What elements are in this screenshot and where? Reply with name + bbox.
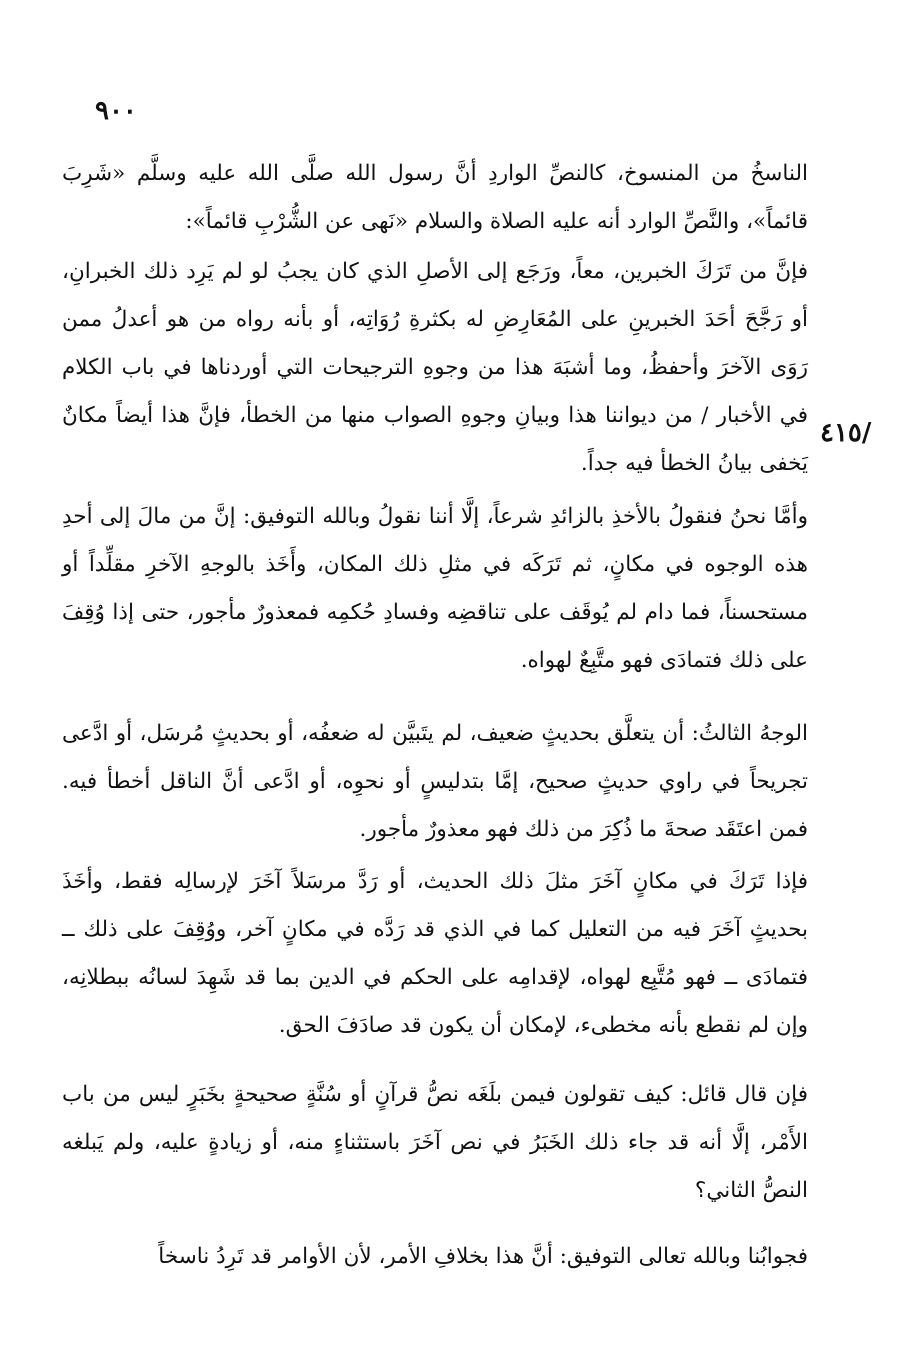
paragraph-text: الوجهُ الثالثُ: أن يتعلَّق بحديثٍ ضعيف، لم يتَبيَّن له ضعفُه، أو بحديثٍ مُرسَل، أو ادَّعى تجريحاً في راوي حديثٍ صحيح، إمَّا بتدليسٍ أو نحوِه، أو ادَّعى أنَّ الناقل أخطأ فيه. فمن اعتَقَد صحةَ ما ذُكِرَ من ذلك فهو معذورٌ مأجور. (62, 721, 808, 842)
paragraph (62, 1071, 808, 1215)
paragraph (62, 1233, 808, 1281)
paragraph-text: وأمَّا نحنُ فنقولُ بالأخذِ بالزائدِ شرعاً، إلَّا أننا نقولُ وبالله التوفيق: إنَّ من مالَ إلى أحدِ هذه الوجوه في مكانٍ، ثم تَرَكَه في مثلِ ذلك المكان، وأَخَذ بالوجهِ الآخرِ مقلِّداً أو مستحسناً، فما دام لم يُوقَف على تناقضِه وفسادِ حُكمِه فمعذورٌ مأجور، حتى إذا وُقِفَ على ذلك فتمادَى فهو متَّبِعٌ لهواه. (62, 504, 808, 673)
paragraph-text: فجوابُنا وبالله تعالى التوفيق: أنَّ هذا بخلافِ الأمر، لأن الأوامر قد تَرِدُ ناسخاً (158, 1244, 808, 1269)
paragraph (62, 150, 808, 246)
paragraph (62, 493, 808, 685)
paragraph-text: فإذا تَرَكَ في مكانٍ آخَرَ مثلَ ذلك الحديث، أو رَدَّ مرسَلاً آخَرَ لإرسالِه فقط، وأخَذَ بحديثٍ آخَرَ فيه من التعليل كما في الذي قد رَدَّه في مكانٍ آخر، ووُقِفَ على ذلك ــ فتمادَى ــ فهو مُتَّبِع لهواه، لإقدامِه على الحكم في الدين بما قد شَهِدَ لسانُه ببطلانِه، وإن لم نقطع بأنه مخطىء، لإمكان أن يكون قد صادَفَ الحق. (62, 869, 809, 1038)
page-number: ٩٠٠ (95, 96, 137, 126)
paragraph-text: فإن قال قائل: كيف تقولون فيمن بلَغَه نصُّ قرآنٍ أو سُنَّةٍ صحيحةٍ بخَبَرٍ ليس من باب الأَمْر، إلَّا أنه قد جاء ذلك الخَبَرُ في نص آخَرَ باستثناءٍ منه، أو زيادةٍ عليه، ولم يَبلغه النصُّ الثاني؟ (62, 1082, 808, 1203)
paragraph-text: الناسخُ من المنسوخ، كالنصِّ الواردِ أنَّ رسول الله صلَّى الله عليه وسلَّم «شَرِبَ قائماً»، والنَّصِّ الوارد أنه عليه الصلاة والسلام «نَهى عن الشُّرْبِ قائماً»: (62, 161, 808, 234)
paragraph (62, 710, 808, 854)
paragraph (62, 858, 808, 1050)
paragraph (62, 248, 808, 488)
margin-reference: /٤١٥ (820, 418, 872, 448)
paragraph-text: فإنَّ من تَرَكَ الخبرين، معاً، ورَجَع إلى الأصلِ الذي كان يجبُ لو لم يَرِد ذلك الخبرانِ، أو رَجَّحَ أحَدَ الخبرينِ على المُعَارِضِ له بكثرةِ رُوَاتِه، أو بأنه رواه من هو أعدلُ ممن رَوَى الآخرَ وأحفظُ، وما أشبَهَ هذا من وجوهِ الترجيحات التي أوردناها في باب الكلام في الأخبار / من ديواننا هذا وبيانِ وجوهِ الصواب منها من الخطأ، فإنَّ هذا أيضاً مكانٌ يَخفى بيانُ الخطأ فيه جداً. (62, 259, 808, 476)
